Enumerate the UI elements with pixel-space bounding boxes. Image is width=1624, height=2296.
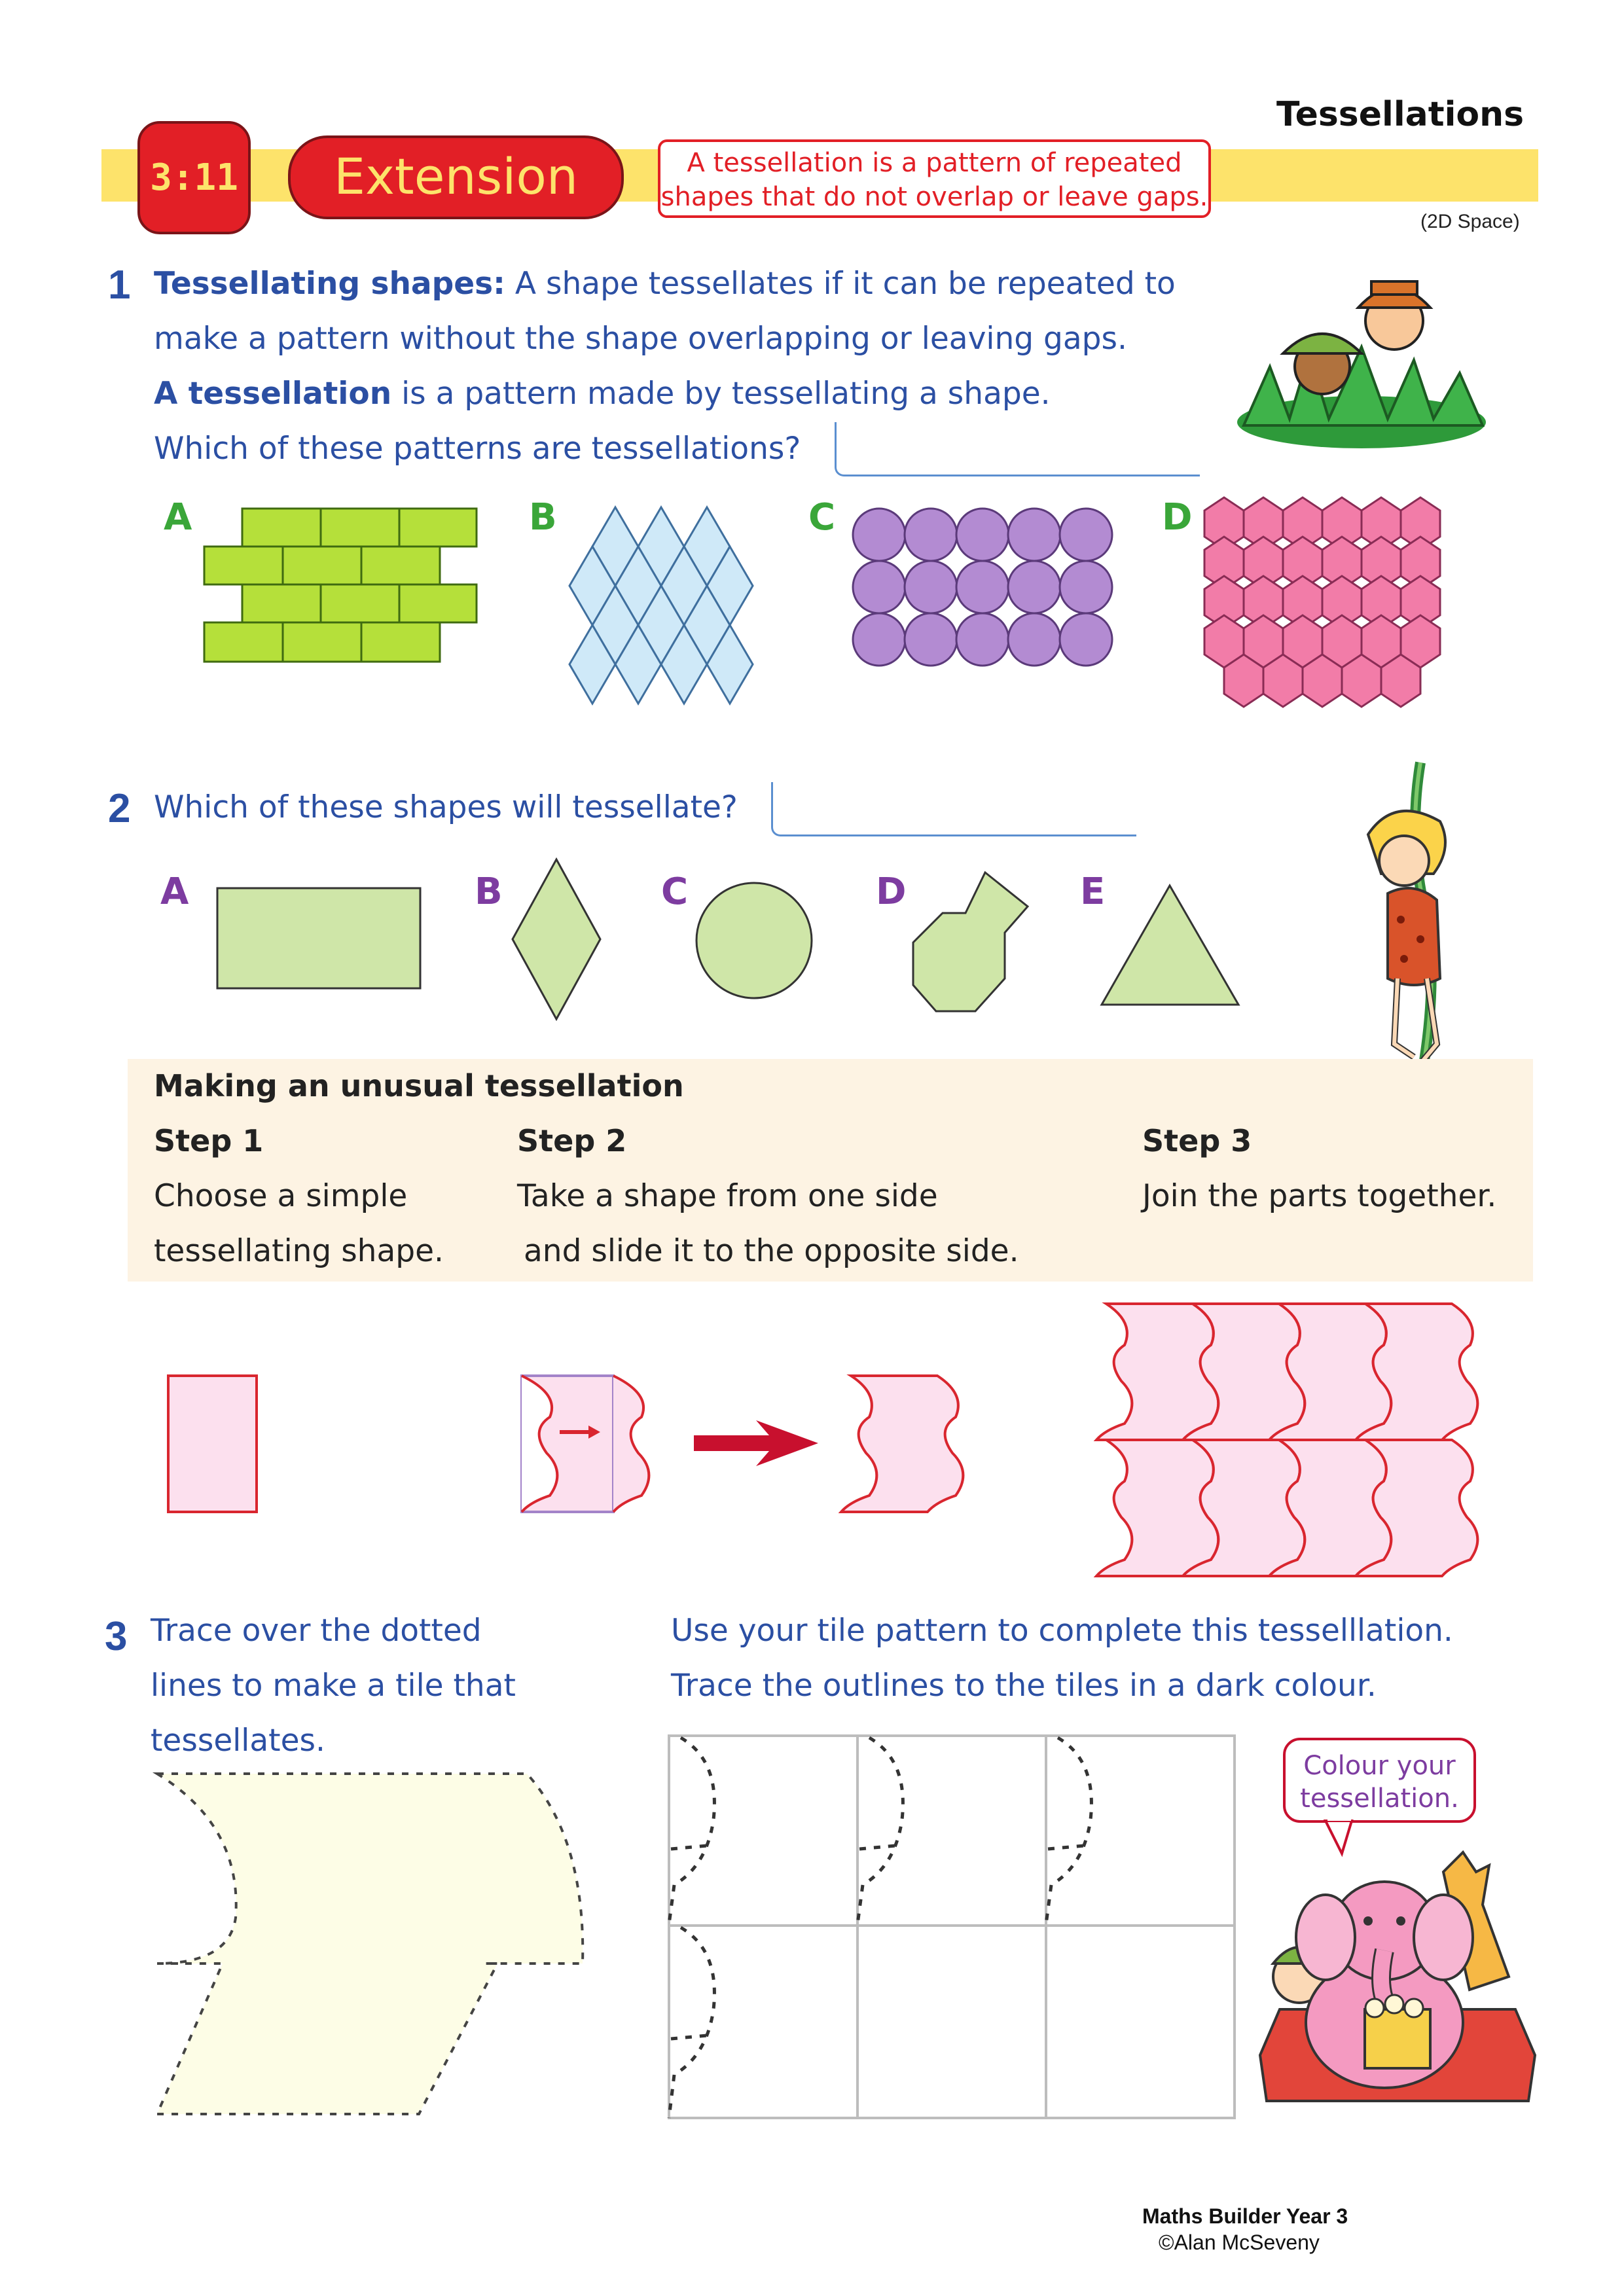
step2-title: Step 2 — [517, 1123, 627, 1158]
step3-tessellation — [1100, 1302, 1519, 1577]
step2-line-2: and slide it to the opposite side. — [524, 1233, 1019, 1269]
elephant-popcorn-illustration — [1254, 1846, 1542, 2108]
lesson-code: 3:11 — [137, 121, 251, 234]
q2-answer-box[interactable] — [771, 782, 1136, 836]
q1-question: Which of these patterns are tessellations? — [154, 431, 801, 467]
making-title: Making an unusual tessellation — [154, 1068, 684, 1103]
q1-line-3: is a pattern made by tessellating a shape. — [401, 376, 1051, 412]
q3-left-line-3: tessellates. — [151, 1723, 325, 1759]
step1-text — [154, 1169, 444, 1279]
q2-number: 2 — [108, 786, 131, 831]
step1-rectangle — [167, 1374, 259, 1515]
q2-option-d-label: D — [876, 870, 907, 913]
speech-line-2: tessellation. — [1300, 1784, 1459, 1814]
q2-option-a-label: A — [160, 870, 189, 913]
step2-line-1: Take a shape from one side — [517, 1178, 938, 1214]
step1-line-1: Choose a simple — [154, 1178, 408, 1214]
q1-option-b-label: B — [529, 496, 557, 539]
q1-term-tessellation: A tessellation — [154, 376, 392, 412]
q3-right-line-1: Use your tile pattern to complete this tesselllation. — [671, 1613, 1453, 1649]
q1-option-a-label: A — [164, 496, 192, 539]
definition-line-1: A tessellation is a pattern of repeated — [687, 148, 1182, 178]
q2-option-b-label: B — [475, 870, 503, 913]
speech-bubble — [1283, 1738, 1476, 1823]
shape-a-rectangle — [216, 887, 422, 992]
q2-option-e-label: E — [1080, 870, 1106, 913]
pattern-c-circles — [851, 507, 1113, 671]
step2-text — [517, 1169, 1019, 1279]
q3-left-line-2: lines to make a tile that — [151, 1668, 516, 1704]
q1-option-c-label: C — [808, 496, 836, 539]
q3-right-line-2: Trace the outlines to the tiles in a dark colour. — [671, 1668, 1377, 1704]
shape-d-irregular — [910, 870, 1031, 1014]
q1-term-tessellating: Tessellating shapes: — [154, 266, 505, 302]
q2-option-c-label: C — [661, 870, 689, 913]
explorers-illustration — [1231, 255, 1492, 452]
q3-number: 3 — [105, 1614, 128, 1659]
shape-c-circle — [694, 880, 815, 1001]
q1-number: 1 — [108, 262, 131, 308]
step3-text: Join the parts together. — [1142, 1178, 1497, 1214]
tessellation-grid[interactable] — [668, 1734, 1237, 2121]
q1-line-1: A shape tessellates if it can be repeated to — [514, 266, 1176, 302]
shape-b-rhombus — [511, 857, 602, 1021]
extension-badge: Extension — [288, 135, 624, 219]
definition-box — [658, 139, 1211, 218]
topic-title: Tessellations — [1276, 95, 1525, 134]
step1-title: Step 1 — [154, 1123, 264, 1158]
q2-question: Which of these shapes will tessellate? — [154, 789, 738, 825]
trace-tile[interactable] — [151, 1767, 596, 2121]
q3-left-line-1: Trace over the dotted — [151, 1613, 482, 1649]
slide-arrow — [691, 1417, 821, 1469]
step3-title: Step 3 — [1142, 1123, 1252, 1158]
step1-line-2: tessellating shape. — [154, 1233, 444, 1269]
pattern-b-rhombi — [566, 507, 763, 704]
step2-result-tile — [831, 1374, 969, 1515]
q1-line-2: make a pattern without the shape overlapping or leaving gaps. — [154, 321, 1127, 357]
q3-right-text — [671, 1604, 1453, 1713]
strand-label: (2D Space) — [1420, 211, 1520, 232]
pattern-a-bricks — [203, 507, 478, 664]
pattern-d-pentagons — [1198, 497, 1447, 713]
q1-option-d-label: D — [1162, 496, 1193, 539]
definition-line-2: shapes that do not overlap or leave gaps. — [660, 182, 1208, 212]
q3-left-text — [151, 1604, 516, 1768]
footer-book: Maths Builder Year 3 — [1142, 2204, 1348, 2228]
q1-answer-box[interactable] — [835, 422, 1200, 476]
step2-slide-diagram — [520, 1374, 691, 1515]
footer-author: ©Alan McSeveny — [1159, 2231, 1320, 2254]
shape-e-triangle — [1100, 884, 1240, 1008]
speech-line-1: Colour your — [1303, 1751, 1456, 1781]
